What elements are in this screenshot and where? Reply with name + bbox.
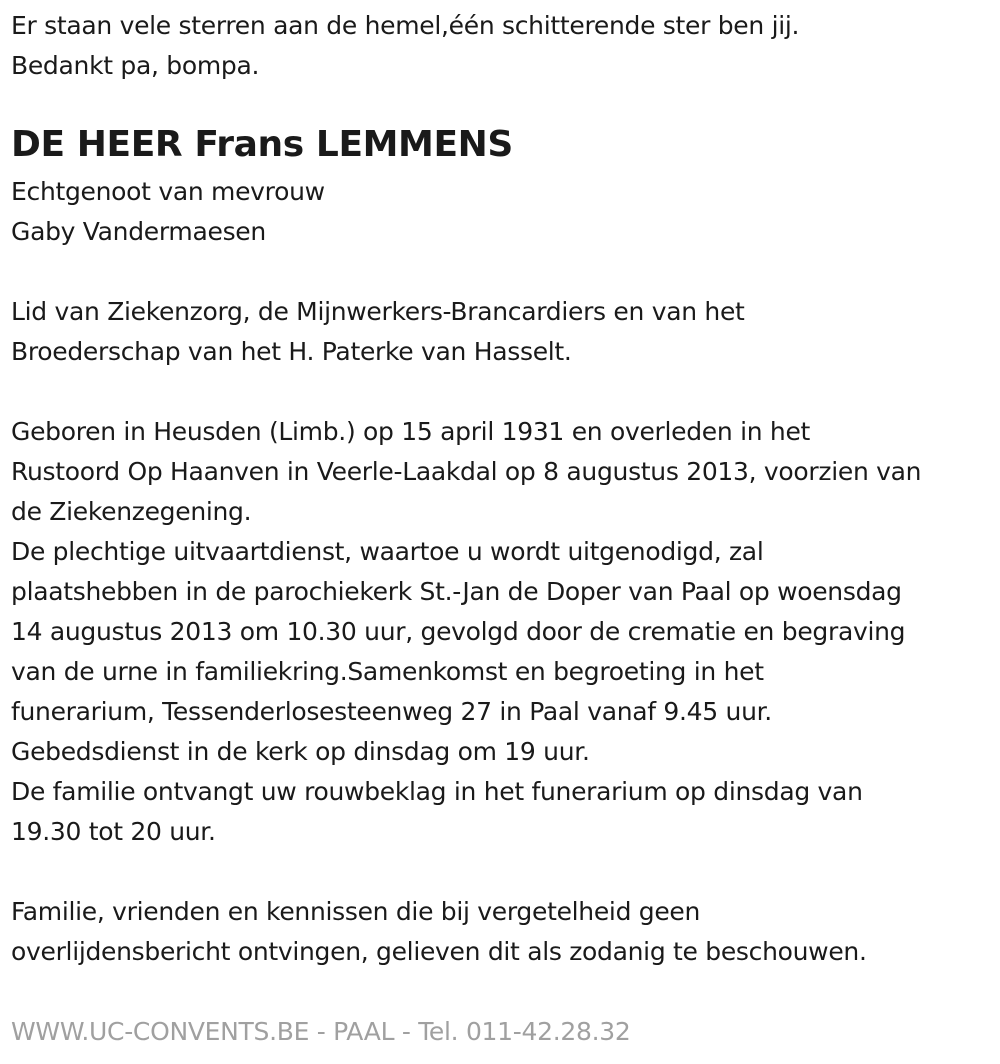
details-line: De familie ontvangt uw rouwbeklag in het funerarium op dinsdag van (11, 777, 863, 806)
membership-line-2: Broederschap van het H. Paterke van Hasselt. (11, 337, 572, 366)
details-line: Geboren in Heusden (Limb.) op 15 april 1931 en overleden in het (11, 417, 811, 446)
spacer (11, 252, 996, 292)
details-line: plaatshebben in de parochiekerk St.-Jan de Doper van Paal op woensdag (11, 577, 902, 606)
obituary-notice (11, 6, 996, 972)
details-line: van de urne in familiekring.Samenkomst en begroeting in het (11, 657, 764, 686)
spacer (11, 852, 996, 892)
details-line: 14 augustus 2013 om 10.30 uur, gevolgd door de crematie en begraving (11, 617, 906, 646)
details-line: de Ziekenzegening. (11, 497, 252, 526)
details-line: De plechtige uitvaartdienst, waartoe u wordt uitgenodigd, zal (11, 537, 764, 566)
details-line: Rustoord Op Haanven in Veerle-Laakdal op 8 augustus 2013, voorzien van (11, 457, 922, 486)
spouse-line-1: Echtgenoot van mevrouw (11, 177, 325, 206)
details-line: 19.30 tot 20 uur. (11, 817, 216, 846)
deceased-name: DE HEER Frans LEMMENS (11, 124, 513, 165)
spacer (11, 372, 996, 412)
closing-line-2: overlijdensbericht ontvingen, gelieven dit als zodanig te beschouwen. (11, 937, 867, 966)
intro-line-1: Er staan vele sterren aan de hemel,één schitterende ster ben jij. (11, 11, 800, 40)
membership-line-1: Lid van Ziekenzorg, de Mijnwerkers-Brancardiers en van het (11, 297, 745, 326)
spouse-line-2: Gaby Vandermaesen (11, 217, 266, 246)
closing-line-1: Familie, vrienden en kennissen die bij vergetelheid geen (11, 897, 701, 926)
intro-line-2: Bedankt pa, bompa. (11, 51, 260, 80)
details-line: Gebedsdienst in de kerk op dinsdag om 19 uur. (11, 737, 590, 766)
details-line: funerarium, Tessenderlosesteenweg 27 in Paal vanaf 9.45 uur. (11, 697, 772, 726)
footer-contact: WWW.UC-CONVENTS.BE - PAAL - Tel. 011-42.28.32 (11, 1017, 631, 1046)
